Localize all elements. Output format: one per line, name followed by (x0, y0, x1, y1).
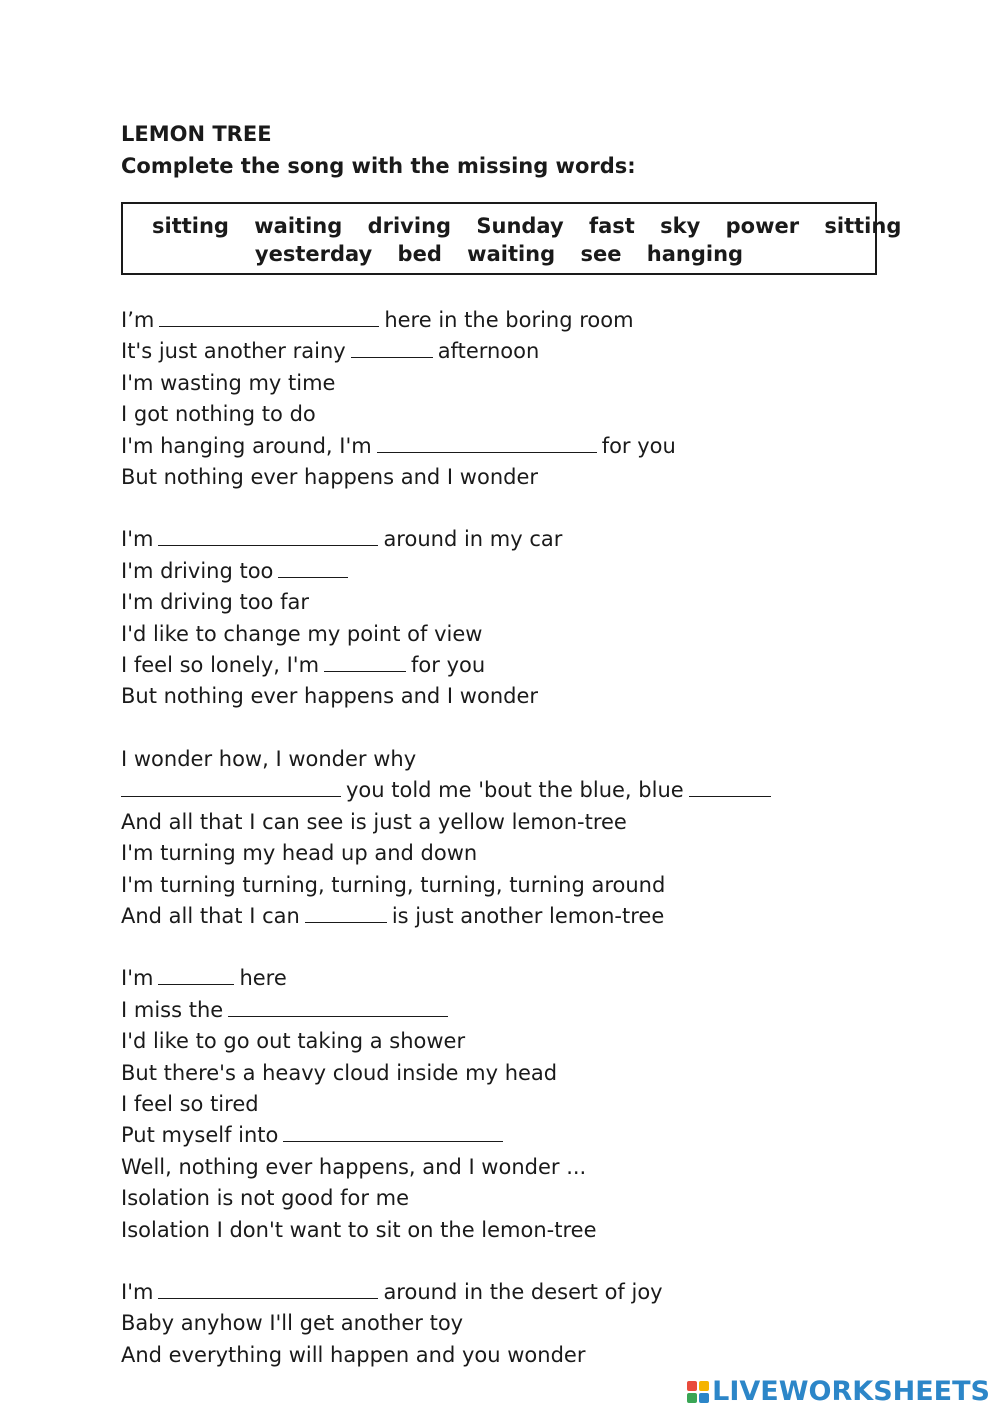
liveworksheets-logo-icon (687, 1381, 709, 1403)
answer-blank[interactable] (121, 776, 341, 797)
lyric-line: And all that I can see is just a yellow lemon-tree (121, 809, 627, 834)
lyric-line: I'm turning my head up and down (121, 841, 478, 866)
stanza-5 (121, 1277, 881, 1371)
lyric-line: Isolation I don't want to sit on the lemon-tree (121, 1217, 597, 1242)
answer-blank[interactable] (305, 902, 387, 923)
word-bank-item: sky (660, 214, 701, 238)
lyric-line: Well, nothing ever happens, and I wonder ... (121, 1154, 587, 1179)
lyric-line: I'm here (121, 966, 287, 991)
word-bank-row-2 (143, 240, 855, 268)
word-bank-item: hanging (646, 242, 744, 266)
word-bank-item: waiting (254, 214, 343, 238)
lyric-line: I got nothing to do (121, 402, 316, 427)
answer-blank[interactable] (689, 776, 771, 797)
lyric-line: I feel so lonely, I'm for you (121, 653, 486, 678)
lyric-line: I'm driving too (121, 556, 881, 587)
lyric-line: I'm wasting my time (121, 370, 336, 395)
word-bank-row-1 (143, 212, 902, 240)
word-bank-item: driving (367, 214, 452, 238)
answer-blank[interactable] (351, 337, 433, 358)
lyric-line: Baby anyhow I'll get another toy (121, 1311, 464, 1336)
worksheet-title: LEMON TREE (121, 122, 272, 146)
logo-square (687, 1393, 697, 1403)
lyric-line: Isolation is not good for me (121, 1186, 410, 1211)
stanza-1 (121, 305, 881, 493)
lyric-line: I wonder how, I wonder why (121, 746, 417, 771)
stanza-3 (121, 744, 881, 932)
logo-square (699, 1381, 709, 1391)
instruction: Complete the song with the missing words: (121, 154, 636, 178)
stanza-2 (121, 524, 881, 712)
word-bank-item: yesterday (254, 242, 373, 266)
lyric-line: you told me 'bout the blue, blue (121, 775, 881, 806)
lyric-line: But there's a heavy cloud inside my head (121, 1060, 558, 1085)
lyric-line: But nothing ever happens and I wonder (121, 465, 539, 490)
word-bank-item: see (580, 242, 622, 266)
lyric-line: I feel so tired (121, 1091, 259, 1116)
lyric-line: And everything will happen and you wonder (121, 1342, 586, 1367)
answer-blank[interactable] (283, 1121, 503, 1142)
stanza-4 (121, 963, 881, 1246)
lyric-line: Put myself into (121, 1120, 881, 1151)
answer-blank[interactable] (377, 432, 597, 453)
word-bank-item: waiting (467, 242, 556, 266)
logo-text: LIVEWORKSHEETS (712, 1376, 990, 1407)
word-bank (121, 202, 902, 275)
lyric-line: And all that I can is just another lemon-tree (121, 903, 665, 928)
lyric-line: I'm around in my car (121, 527, 563, 552)
lyric-line: I’m here in the boring room (121, 308, 634, 332)
lyric-line: I'm turning turning, turning, turning, turning around (121, 872, 666, 897)
answer-blank[interactable] (324, 651, 406, 672)
lyric-line: I miss the (121, 995, 881, 1026)
word-bank-item: sitting (152, 214, 229, 238)
word-bank-item: Sunday (476, 214, 564, 238)
word-bank-item: sitting (824, 214, 902, 238)
answer-blank[interactable] (278, 557, 348, 578)
lyric-line: I'm hanging around, I'm for you (121, 433, 676, 458)
answer-blank[interactable] (159, 306, 379, 327)
answer-blank[interactable] (158, 525, 378, 546)
word-bank-item: power (725, 214, 800, 238)
lyric-line: I'd like to go out taking a shower (121, 1029, 466, 1054)
logo-square (699, 1393, 709, 1403)
lyric-line: It's just another rainy afternoon (121, 339, 540, 364)
lyric-line: I'm driving too far (121, 590, 309, 615)
lyric-line: I'd like to change my point of view (121, 621, 483, 646)
lyric-line: I'm around in the desert of joy (121, 1279, 663, 1304)
liveworksheets-logo (687, 1376, 990, 1407)
logo-square (687, 1381, 697, 1391)
answer-blank[interactable] (158, 1278, 378, 1299)
answer-blank[interactable] (158, 964, 234, 985)
word-bank-item: bed (397, 242, 442, 266)
word-bank-item: fast (588, 214, 635, 238)
lyric-line: But nothing ever happens and I wonder (121, 684, 539, 709)
answer-blank[interactable] (228, 996, 448, 1017)
worksheet (121, 118, 902, 1402)
song-lyrics (121, 305, 881, 1371)
